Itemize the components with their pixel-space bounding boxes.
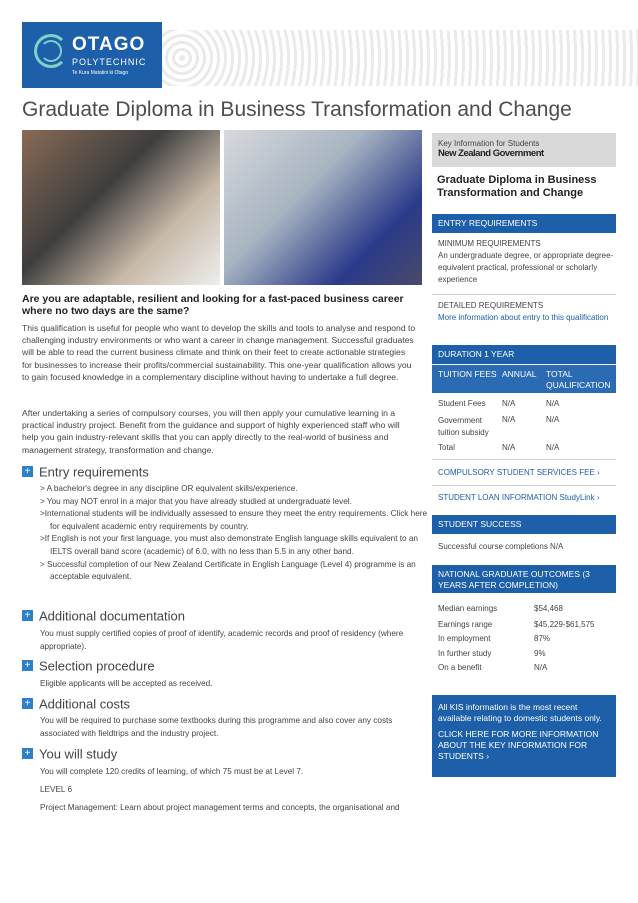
kis-info-box xyxy=(432,695,616,777)
min-req-label: MINIMUM REQUIREMENTS xyxy=(438,239,541,248)
section-heading: Additional documentation xyxy=(39,608,185,624)
fees-col-3: TOTAL QUALIFICATION xyxy=(546,369,611,390)
otago-logo xyxy=(22,22,162,88)
section-heading: You will study xyxy=(39,746,118,762)
outcomes-bar: NATIONAL GRADUATE OUTCOMES (3 YEARS AFTER COMPLETION) xyxy=(432,565,616,593)
plus-icon[interactable]: + xyxy=(22,748,33,759)
nz-government-logo: New Zealand Government xyxy=(438,148,544,159)
success-text: Successful course completions N/A xyxy=(438,542,564,551)
chevron-right-icon: › xyxy=(486,751,490,761)
divider xyxy=(432,485,616,486)
logo-tagline: Te Kura Matatini ki Otago xyxy=(72,70,129,76)
fees-header xyxy=(432,365,616,393)
list-item: > You may NOT enrol in a major that you have already studied at undergraduate level. xyxy=(40,496,352,506)
entry-requirements-section[interactable] xyxy=(22,463,422,481)
side-title: Graduate Diploma in Business Transformation and Change xyxy=(437,174,597,199)
intro-paragraph-2: After undertaking a series of compulsory courses, you will then apply your cumulative learning in a practical industry project. Benefit from the guidance and support of highly experienced staff who will help you gain industry-relevant skills that you can apply directly to the real-world of business and management strategy, transformation and change. xyxy=(22,408,400,455)
section-text: Eligible applicants will be accepted as received. xyxy=(40,679,213,688)
section-heading: Selection procedure xyxy=(39,658,155,674)
det-req-label: DETAILED REQUIREMENTS xyxy=(438,301,544,310)
kis-label: Key Information for Students xyxy=(438,139,540,148)
logo-swirl-inner-icon xyxy=(40,40,62,62)
logo-sub: POLYTECHNIC xyxy=(72,57,147,67)
student-success-bar: STUDENT SUCCESS xyxy=(432,515,616,534)
section-text: You must supply certified copies of proof of identify, academic records and proof of residency (where appropriate). xyxy=(40,629,404,651)
project-management-text: Project Management: Learn about project management terms and concepts, the organisational and xyxy=(40,803,400,812)
table-row: Government tuition subsidy N/A N/A xyxy=(438,415,560,437)
kis-more-info-link[interactable]: CLICK HERE FOR MORE INFORMATION ABOUT THE KEY INFORMATION FOR STUDENTS › xyxy=(438,729,599,761)
plus-icon[interactable]: + xyxy=(22,660,33,671)
list-item: > Successful completion of our New Zealand Certificate in English Language (Level 4) programme is an acceptable equivalent. xyxy=(40,559,416,582)
section-text: You will be required to purchase some textbooks during this programme and also cover any costs associated with fieldtrips and the industry project. xyxy=(40,716,393,738)
additional-documentation-section[interactable] xyxy=(22,607,422,625)
chevron-right-icon: › xyxy=(597,468,600,477)
lead-question: Are you are adaptable, resilient and looking for a fast-paced business career where no two days are the same? xyxy=(22,293,404,317)
plus-icon[interactable]: + xyxy=(22,466,33,477)
det-req-link[interactable]: More information about entry to this qualification xyxy=(438,313,609,322)
min-req-text: An undergraduate degree, or appropriate degree-equivalent practical, professional or scholarly experience xyxy=(438,251,614,284)
section-heading: Additional costs xyxy=(39,696,131,712)
entry-heading: Entry requirements xyxy=(39,464,149,480)
list-item[interactable]: >International students will be individually assessed to ensure they meet the entry requirements. Click here for equivalent academic entry requirements by country. xyxy=(40,509,428,531)
logo-name: OTAGO xyxy=(72,34,146,55)
student-photo-1 xyxy=(22,130,220,285)
fees-col-2: ANNUAL xyxy=(502,369,537,379)
student-photo-2 xyxy=(224,130,422,285)
divider xyxy=(432,294,616,295)
duration-bar: DURATION 1 YEAR xyxy=(432,345,616,364)
header-pattern xyxy=(162,30,638,86)
additional-costs-section[interactable] xyxy=(22,695,422,713)
plus-icon[interactable]: + xyxy=(22,698,33,709)
fees-col-1: TUITION FEES xyxy=(438,369,497,379)
kis-info-text: All KIS information is the most recent available relating to domestic students only. xyxy=(438,702,602,723)
selection-procedure-section[interactable] xyxy=(22,657,422,675)
you-will-study-section[interactable] xyxy=(22,745,422,763)
page-title: Graduate Diploma in Business Transformation and Change xyxy=(22,98,572,121)
intro-paragraph-1: This qualification is useful for people who want to develop the skills and tools to analyse and respond to challenging industry environments or who want a career in change management. Successful graduates will be able to read the current business climate and think on their feet to create actionable strategies for businesses to increase their profits/commercial sustainability. This one-year qualification allows you to gain focused knowledge in a complementary discipline without having to undertake a full degree. xyxy=(22,323,416,382)
list-item: >If English is not your first language, you must also demonstrate English language skills equivalent to an IELTS overall band score (academic) of 6.0, with no less than 5.5 in any other band. xyxy=(40,534,418,556)
compulsory-fee-link[interactable]: COMPULSORY STUDENT SERVICES FEE › xyxy=(438,468,600,477)
plus-icon[interactable]: + xyxy=(22,610,33,621)
level-label: LEVEL 6 xyxy=(40,785,73,794)
student-loan-link[interactable]: STUDENT LOAN INFORMATION StudyLink › xyxy=(438,493,600,502)
kis-header xyxy=(432,133,616,167)
entry-list xyxy=(40,483,430,584)
divider xyxy=(432,459,616,460)
list-item: > A bachelor's degree in any discipline OR equivalent skills/experience. xyxy=(40,484,298,493)
chevron-right-icon: › xyxy=(596,493,600,502)
entry-requirements-bar: ENTRY REQUIREMENTS xyxy=(432,214,616,233)
section-text: You will complete 120 credits of learning, of which 75 must be at Level 7. xyxy=(40,767,304,776)
